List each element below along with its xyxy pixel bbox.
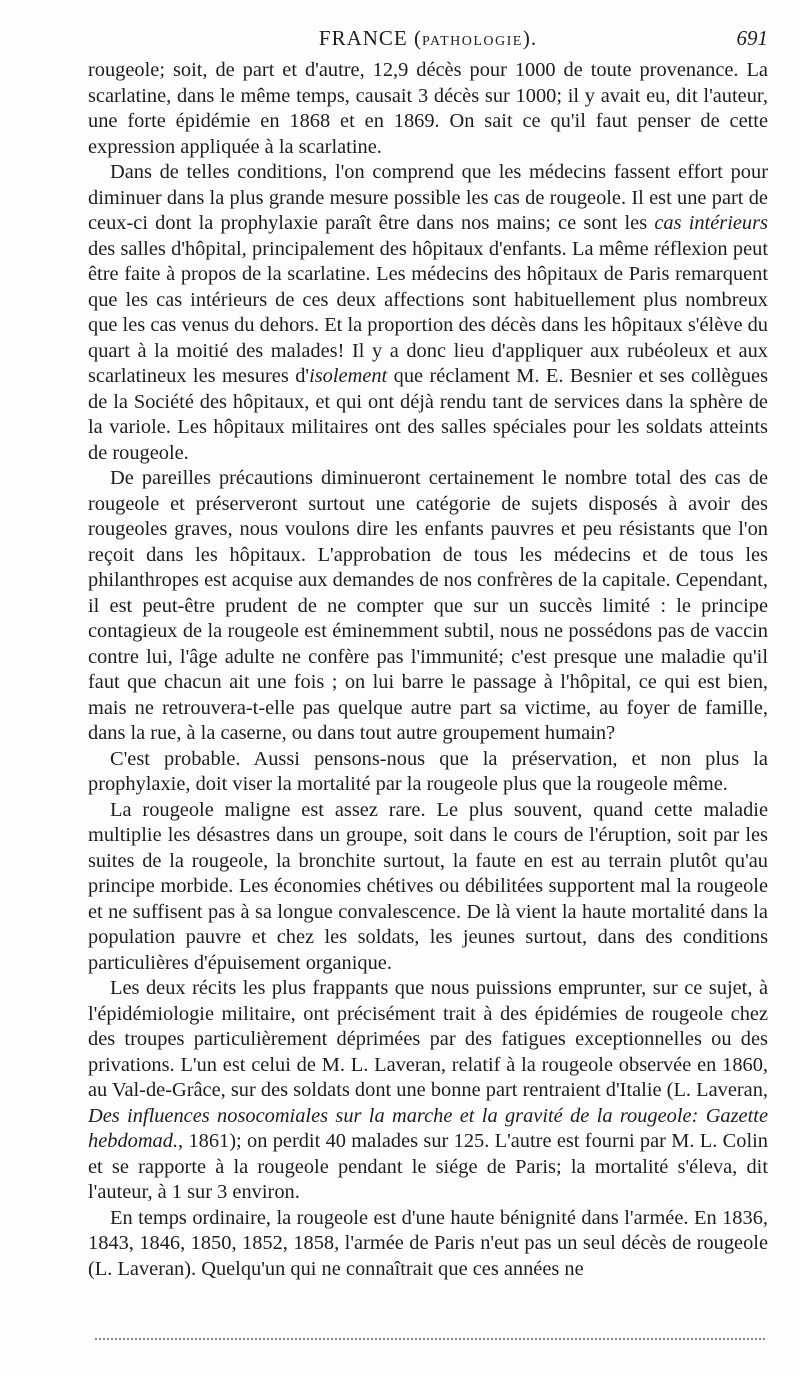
text-run: C'est probable. Aussi pensons-nous que la préservation, et non plus la prophylaxie, doit viser la mortalité par la rougeole plus que la rougeole même. xyxy=(88,747,768,795)
paragraph xyxy=(88,747,768,798)
header-title-sub: PATHOLOGIE xyxy=(422,34,523,49)
paragraph xyxy=(88,1206,768,1283)
text-run: En temps ordinaire, la rougeole est d'une haute bénignité dans l'armée. En 1836, 1843, 1846, 1850, 1852, 1858, l'armée de Paris n'eut pas un seul décès de rougeole (L. Laveran). Quelqu'un qui ne connaîtrait que ces années ne xyxy=(88,1206,768,1280)
text-run: Les deux récits les plus frappants que nous puissions emprunter, sur ce sujet, à l'épidémiologie militaire, ont précisément trait à des épidémies de rougeole chez des troupes particulièrement déprimées par des fatigues exceptionnelles ou des privations. L'un est celui de M. L. Laveran, relatif à la rougeole observée en 1860, au Val-de-Grâce, sur des soldats dont une bonne part rentraient d'Italie (L. Laveran, xyxy=(88,977,768,1101)
footer-dotted-rule xyxy=(95,1338,765,1340)
paragraph xyxy=(88,160,768,466)
header-title-paren-open: ( xyxy=(407,26,423,50)
text-run: De pareilles précautions diminueront certainement le nombre total des cas de rougeole et préserveront surtout une catégorie de sujets disposés à avoir des rougeoles graves, nous voulons dire les enfants pauvres et peu résistants que l'on reçoit dans les hôpitaux. L'approbation de tous les médecins et de tous les philanthropes est acquise aux demandes de nos confrères de la capitale. Cependant, il est peut-être prudent de ne compter que sur un succès limité : le principe contagieux de la rougeole est éminemment subtil, nous ne possédons pas de vaccin contre lui, l'âge adulte ne confère pas l'immunité; c'est presque une maladie qu'il faut que chacun ait une fois ; on lui barre le passage à l'hôpital, ce qui est bien, mais ne retrouvera-t-elle pas quelque autre part sa victime, au foyer de famille, dans la rue, à la caserne, ou dans tout autre groupement humain? xyxy=(88,467,768,744)
running-header xyxy=(88,26,768,56)
body-text xyxy=(88,58,768,1282)
text-run: Dans de telles conditions, l'on comprend que les médecins fassent effort pour diminuer dans la plus grande mesure possible les cas de rougeole. Il est une part de ceux-ci dont la prophylaxie paraît être dans nos mains; ce sont les xyxy=(88,161,768,234)
paragraph xyxy=(88,466,768,747)
text-run: La rougeole maligne est assez rare. Le plus souvent, quand cette maladie multiplie les désastres dans un groupe, soit dans le cours de l'éruption, soit par les suites de la rougeole, la bronchite surtout, la faute en est au terrain plutôt qu'au principe morbide. Les économies chétives ou débilitées supportent mal la rougeole et ne suffisent pas à sa longue convalescence. De là vient la haute mortalité dans la population pauvre et chez les soldats, les jeunes surtout, dans des conditions particulières d'épuisement organique. xyxy=(88,798,768,974)
text-run: que réclament M. E. Besnier et ses collègues de la Société des hôpitaux, et qui ont déjà rendu tant de services dans la sphère de la variole. Les hôpitaux militaires ont des salles spéciales pour les soldats atteints de rougeole. xyxy=(88,365,769,464)
text-run: des salles d'hôpital, principalement des hôpitaux d'enfants. La même réflexion peut être faite à propos de la scarlatine. Les médecins des hôpitaux de Paris remarquent que les cas intérieurs de ces deux affections sont habituellement plus nombreux que les cas venus du dehors. Et la proportion des décès dans les hôpitaux s'élève du quart à la moitié des malades! Il y a donc lieu d'appliquer aux rubéoleux et aux scarlatineux les mesures d' xyxy=(88,237,768,387)
text-run: rougeole; soit, de part et d'autre, 12,9 décès pour 1000 de toute provenance. La scarlatine, dans le même temps, causait 3 décès sur 1000; il y avait eu, dit l'auteur, une forte épidémie en 1868 et en 1869. On sait ce qu'il faut penser de cette expression appliquée à la scarlatine. xyxy=(88,59,768,158)
italic-text: Des influences nosocomiales sur la marche et la gravité de la rougeole: Gazette hebdomad. xyxy=(88,1104,768,1152)
paragraph xyxy=(88,976,768,1206)
header-title-main: FRANCE xyxy=(318,26,408,50)
header-title xyxy=(88,26,768,51)
page-number: 691 xyxy=(736,26,768,50)
text-run: , 1861); on perdit 40 malades sur 125. L'autre est fourni par M. L. Colin et se rapporte à la rougeole pendant le siége de Paris; la mortalité s'éleva, dit l'auteur, à 1 sur 3 environ. xyxy=(88,1130,768,1203)
header-title-paren-close: ). xyxy=(522,26,538,50)
italic-text: cas intérieurs xyxy=(654,212,768,234)
paragraph xyxy=(88,798,768,977)
italic-text: isolement xyxy=(309,365,388,387)
paragraph xyxy=(88,58,768,160)
